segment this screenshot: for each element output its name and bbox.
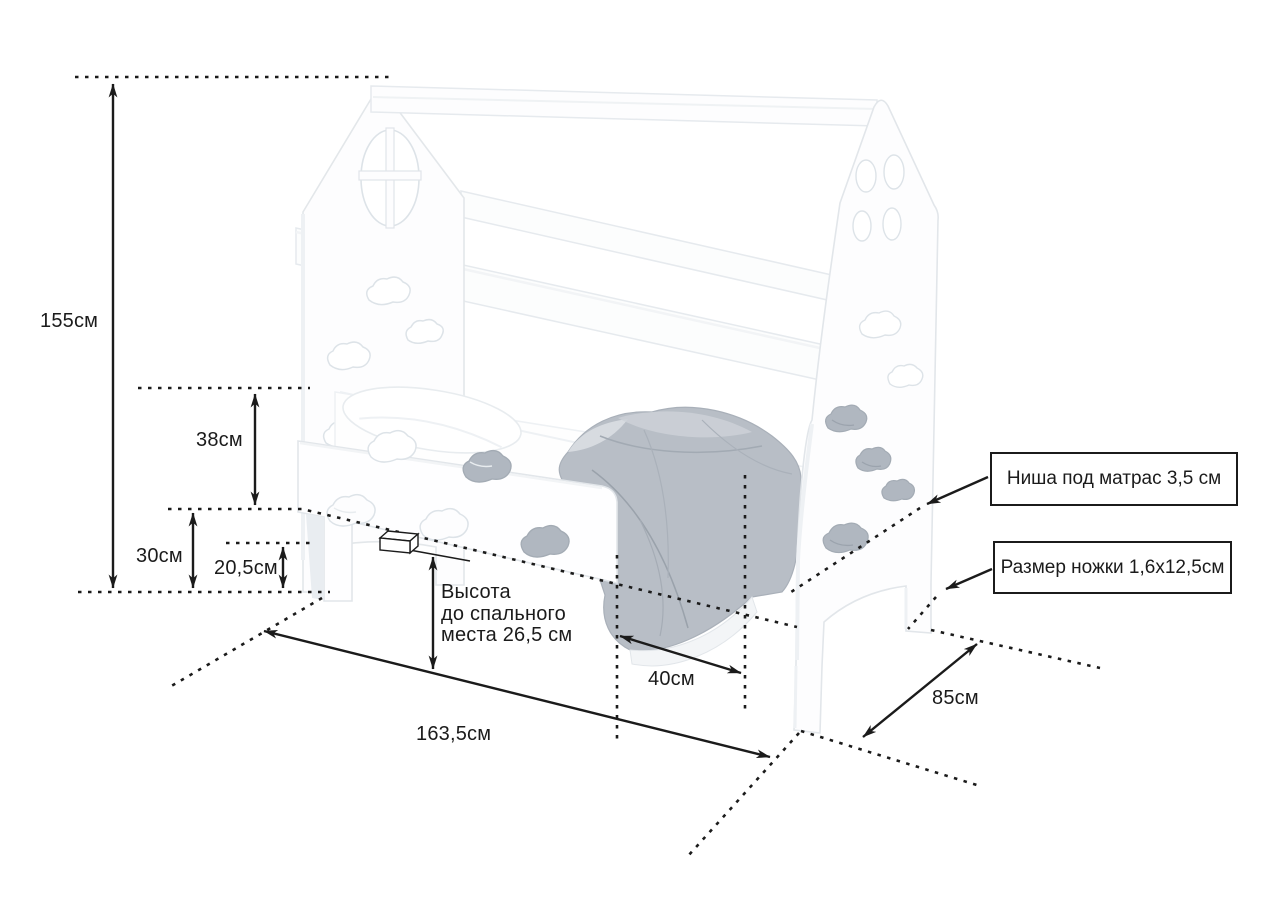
label-base-height: 30см xyxy=(136,545,183,567)
label-sleep-height-line2: до спального xyxy=(441,602,566,625)
label-sleep-height-line3: места 26,5 см xyxy=(441,624,573,647)
callout-mattress-niche: Ниша под матрас 3,5 см xyxy=(990,452,1238,506)
callout-leg-arrow xyxy=(946,569,992,589)
label-sleep-height-line1: Высота xyxy=(441,581,511,603)
floor-ray-front xyxy=(801,731,980,786)
label-under-bed-clearance: 20,5см xyxy=(214,557,278,579)
callout-niche-arrow xyxy=(927,477,988,504)
label-length: 163,5см xyxy=(416,723,492,745)
floor-edge-left xyxy=(168,598,322,688)
roof-ridge-rail xyxy=(371,86,877,126)
label-total-height: 155см xyxy=(40,310,99,332)
label-rail-height: 38см xyxy=(196,429,243,451)
slat-box-glyph xyxy=(380,531,418,553)
callout-leg-size: Размер ножки 1,6х12,5см xyxy=(993,541,1232,594)
label-opening-width: 40см xyxy=(648,668,695,690)
foot-gable-panel xyxy=(794,100,938,733)
label-depth: 85см xyxy=(932,687,979,709)
label-sleep-height xyxy=(441,582,671,647)
